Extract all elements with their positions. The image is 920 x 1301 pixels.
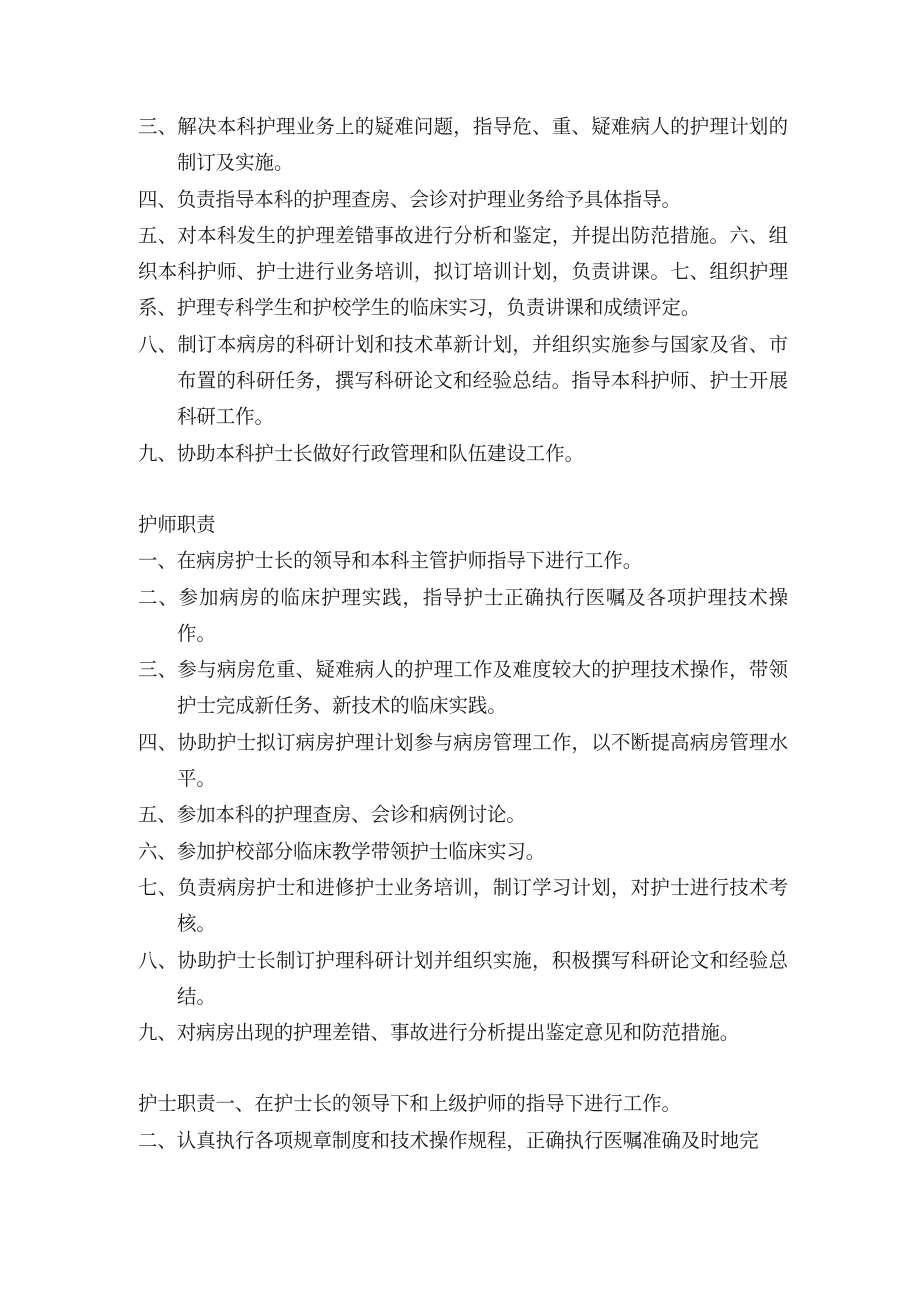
nurse-practitioner-duty: 五、参加本科的护理查房、会诊和病例讨论。 (138, 803, 526, 827)
nurse-practitioner-duty: 一、在病房护士长的领导和本科主管护师指导下进行工作。 (138, 549, 643, 573)
document-body (138, 109, 788, 1159)
nurse-practitioner-duty: 二、参加病房的临床护理实践，指导护士正确执行医嘱及各项护理技术操作。 (138, 585, 788, 645)
section-spacer (138, 1051, 788, 1086)
nurse-practitioner-duty: 八、协助护士长制订护理科研计划并组织实施，积极撰写科研论文和经验总结。 (138, 948, 788, 1008)
nurse-practitioner-duty: 三、参与病房危重、疑难病人的护理工作及难度较大的护理技术操作，带领护士完成新任务、新技术的临床实践。 (138, 658, 788, 718)
nurse-practitioner-duty: 四、协助护士拟订病房护理计划参与病房管理工作，以不断提高病房管理水平。 (138, 730, 788, 791)
section-spacer (138, 472, 788, 507)
nurse-duty-2: 二、认真执行各项规章制度和技术操作规程，正确执行医嘱准确及时地完 (138, 1128, 759, 1152)
head-nurse-duty-4: 四、负责指导本科的护理查房、会诊对护理业务给予具体指导。 (138, 187, 681, 211)
head-nurse-duty-9: 九、协助本科护士长做好行政管理和队伍建设工作。 (138, 441, 584, 465)
section-title-nurse-practitioner: 护师职责 (138, 512, 216, 536)
nurse-practitioner-duty: 六、参加护校部分临床教学带领护士临床实习。 (138, 839, 546, 863)
nurse-duties-heading-line: 护士职责一、在护士长的领导下和上级护师的指导下进行工作。 (138, 1092, 681, 1116)
head-nurse-duty-8: 八、制订本病房的科研计划和技术革新计划，并组织实施参与国家及省、市布置的科研任务，撰写科研论文和经验总结。指导本科护师、护士开展科研工作。 (138, 332, 788, 429)
nurse-practitioner-duty: 七、负责病房护士和进修护士业务培训，制订学习计划，对护士进行技术考核。 (138, 875, 788, 936)
nurse-practitioner-duty: 九、对病房出现的护理差错、事故进行分析提出鉴定意见和防范措施。 (138, 1021, 740, 1045)
head-nurse-duties-5-7: 五、对本科发生的护理差错事故进行分析和鉴定，并提出防范措施。六、组织本科护师、护士进行业务培训，拟订培训计划，负责讲课。七、组织护理系、护理专科学生和护校学生的临床实习，负责讲课和成绩评定。 (138, 223, 788, 320)
head-nurse-duty-3: 三、解决本科护理业务上的疑难问题，指导危、重、疑难病人的护理计划的制订及实施。 (138, 115, 788, 175)
